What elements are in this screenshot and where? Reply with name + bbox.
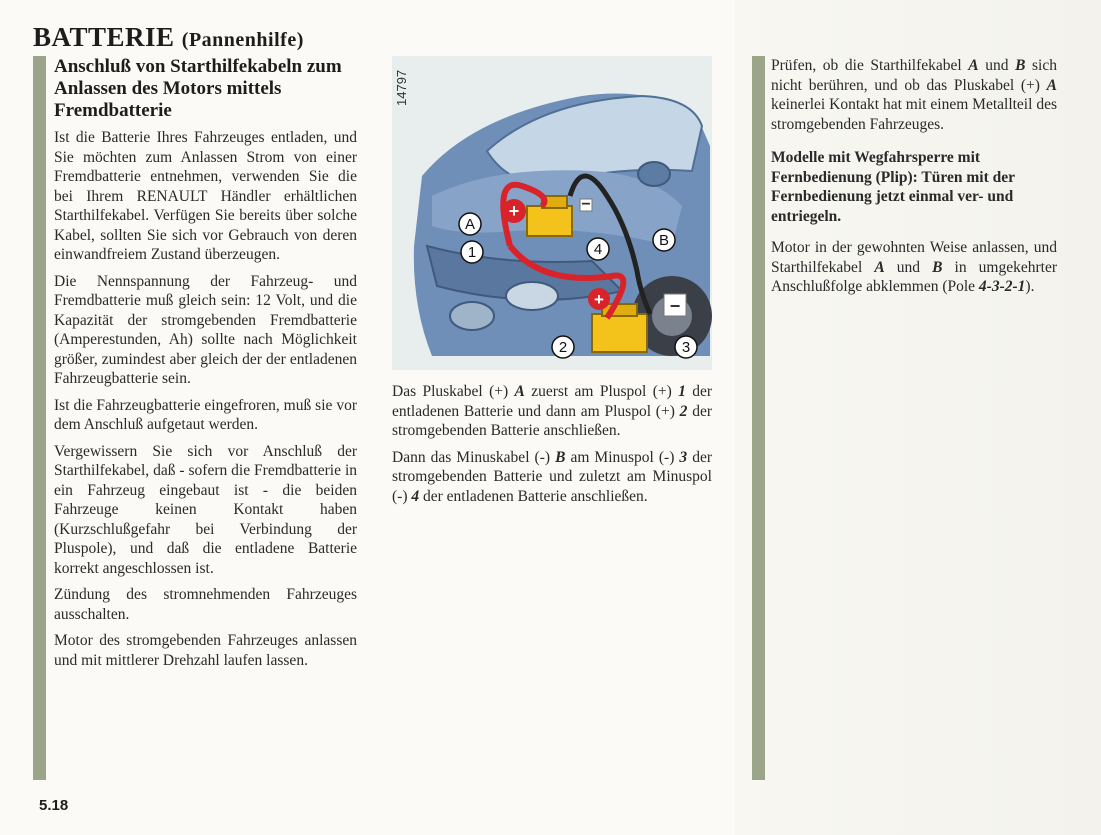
- label-cable-b: B: [658, 232, 670, 249]
- label-pole-4: 4: [593, 241, 603, 258]
- label-cable-a: A: [464, 216, 476, 233]
- label-pole-2: 2: [558, 339, 568, 356]
- cable-ref: A: [514, 383, 525, 400]
- text-run: zuerst am Pluspol (+): [524, 383, 679, 400]
- text-run: am Minuspol (-): [565, 448, 680, 466]
- section-sidebar-bar: [752, 56, 765, 780]
- pole-sequence: 4-3-2-1: [978, 278, 1026, 295]
- column-2: [392, 56, 712, 513]
- paragraph: Motor des stromgebenden Fahrzeuges anlassen und mit mittlerer Drehzahl laufen lassen.: [54, 632, 357, 669]
- text-run: und: [978, 57, 1016, 74]
- text-run: Motor in der gewohnten Weise anlassen, und Starthilfekabel: [771, 239, 1057, 276]
- text-run: Prüfen, ob die Starthilfekabel: [771, 57, 969, 74]
- paragraph: [392, 382, 712, 441]
- paragraph: [771, 238, 1057, 297]
- pole-ref: 1: [678, 383, 686, 400]
- column-3-content: [771, 56, 1057, 304]
- text-run: der entladenen Batterie anschließen.: [419, 487, 648, 505]
- page-title-sub: (Pannenhilfe): [181, 29, 304, 51]
- immobiliser-note: Modelle mit Wegfahrsperre mit Fernbedienung (Plip): Türen mit der Fernbedienung jetzt einmal ver- und entriegeln.: [771, 149, 1015, 225]
- minus-symbol-bottom: −: [669, 296, 681, 316]
- cable-ref: B: [932, 258, 943, 276]
- label-pole-1: 1: [467, 244, 477, 261]
- text-run: Dann das Minuskabel (-): [392, 448, 556, 466]
- cable-ref: B: [555, 448, 566, 466]
- paragraph: Ist die Fahrzeugbatterie eingefroren, muß sie vor dem Anschluß aufgetaut werden.: [54, 396, 357, 433]
- plus-symbol-top: +: [508, 201, 520, 221]
- text-run: der stromgebenden Batterie und zuletzt am Minuspol (-): [392, 448, 713, 505]
- column-3: [752, 56, 1057, 780]
- page-title: [33, 22, 304, 53]
- paragraph: Zündung des stromnehmenden Fahrzeuges ausschalten.: [54, 586, 357, 623]
- text-run: der entladenen Batterie und dann am Pluspol (+): [392, 383, 712, 420]
- text-run: ).: [1025, 278, 1035, 295]
- car-battery-drawing: [392, 56, 712, 370]
- cable-ref: A: [1046, 76, 1057, 94]
- pole-ref: 2: [679, 402, 688, 420]
- text-run: Das Pluskabel (+): [392, 383, 515, 400]
- column-2-text: [392, 382, 712, 506]
- text-run: keinerlei Kontakt hat mit einem Metallteil des stromgebenden Fahrzeuges.: [771, 96, 1057, 133]
- jump-start-illustration: [392, 56, 712, 370]
- paragraph: Vergewissern Sie sich vor Anschluß der Starthilfekabel, daß - sofern die Fremdbatterie in ein Fahrzeug eingebaut ist - die beiden Fahrzeuge keinen Kontakt haben (Kurzschlußgefahr bei Verbindung der Pluspole), und daß die entladene Batterie korrekt angeschlossen ist.: [54, 442, 357, 577]
- section-heading: Anschluß von Starthilfekabeln zum Anlassen des Motors mittels Fremdbatterie: [54, 56, 342, 121]
- cable-ref: B: [1015, 57, 1026, 74]
- paragraph: [392, 448, 712, 507]
- column-1-content: [54, 56, 357, 677]
- label-pole-3: 3: [681, 339, 691, 356]
- text-run: sich nicht berühren, und ob das Pluskabel (+): [771, 57, 1057, 94]
- plus-symbol-bottom: +: [594, 290, 604, 309]
- paragraph: [771, 56, 1057, 134]
- column-1: [33, 56, 363, 780]
- paragraph: Ist die Batterie Ihres Fahrzeuges entladen, und Sie möchten zum Anlassen Strom von einer Fremdbatterie entnehmen, verwenden Sie die bei Ihrem RENAULT Händler erhältlichen Starthilfekabel. Verfügen Sie bereits über solche Kabel, sollten Sie sich vor Gebrauch von deren einwandfreiem Zustand überzeugen.: [54, 129, 357, 263]
- text-run: der stromgebenden Batterie anschließen.: [392, 402, 712, 439]
- figure-number: 14797: [394, 69, 409, 106]
- pole-ref: 4: [411, 487, 420, 505]
- minus-symbol-top: −: [581, 196, 591, 213]
- section-sidebar-bar: [33, 56, 46, 780]
- page-number: 5.18: [39, 797, 69, 814]
- pole-ref: 3: [679, 448, 688, 466]
- page-title-main: BATTERIE: [33, 22, 175, 52]
- text-run: in umgekehrter Anschlußfolge abklemmen (Pole: [771, 258, 1058, 295]
- text-run: und: [884, 258, 933, 276]
- paragraph: Die Nennspannung der Fahrzeug- und Fremdbatterie muß gleich sein: 12 Volt, und die Kapazität der stromgebenden Fremdbatterie (Amperestunden, Ah) sollte nach Möglichkeit größer, zumindest aber gleich der der entladenen Fahrzeugbatterie sein.: [54, 272, 357, 387]
- cable-ref: A: [874, 258, 885, 276]
- cable-ref: A: [968, 57, 979, 74]
